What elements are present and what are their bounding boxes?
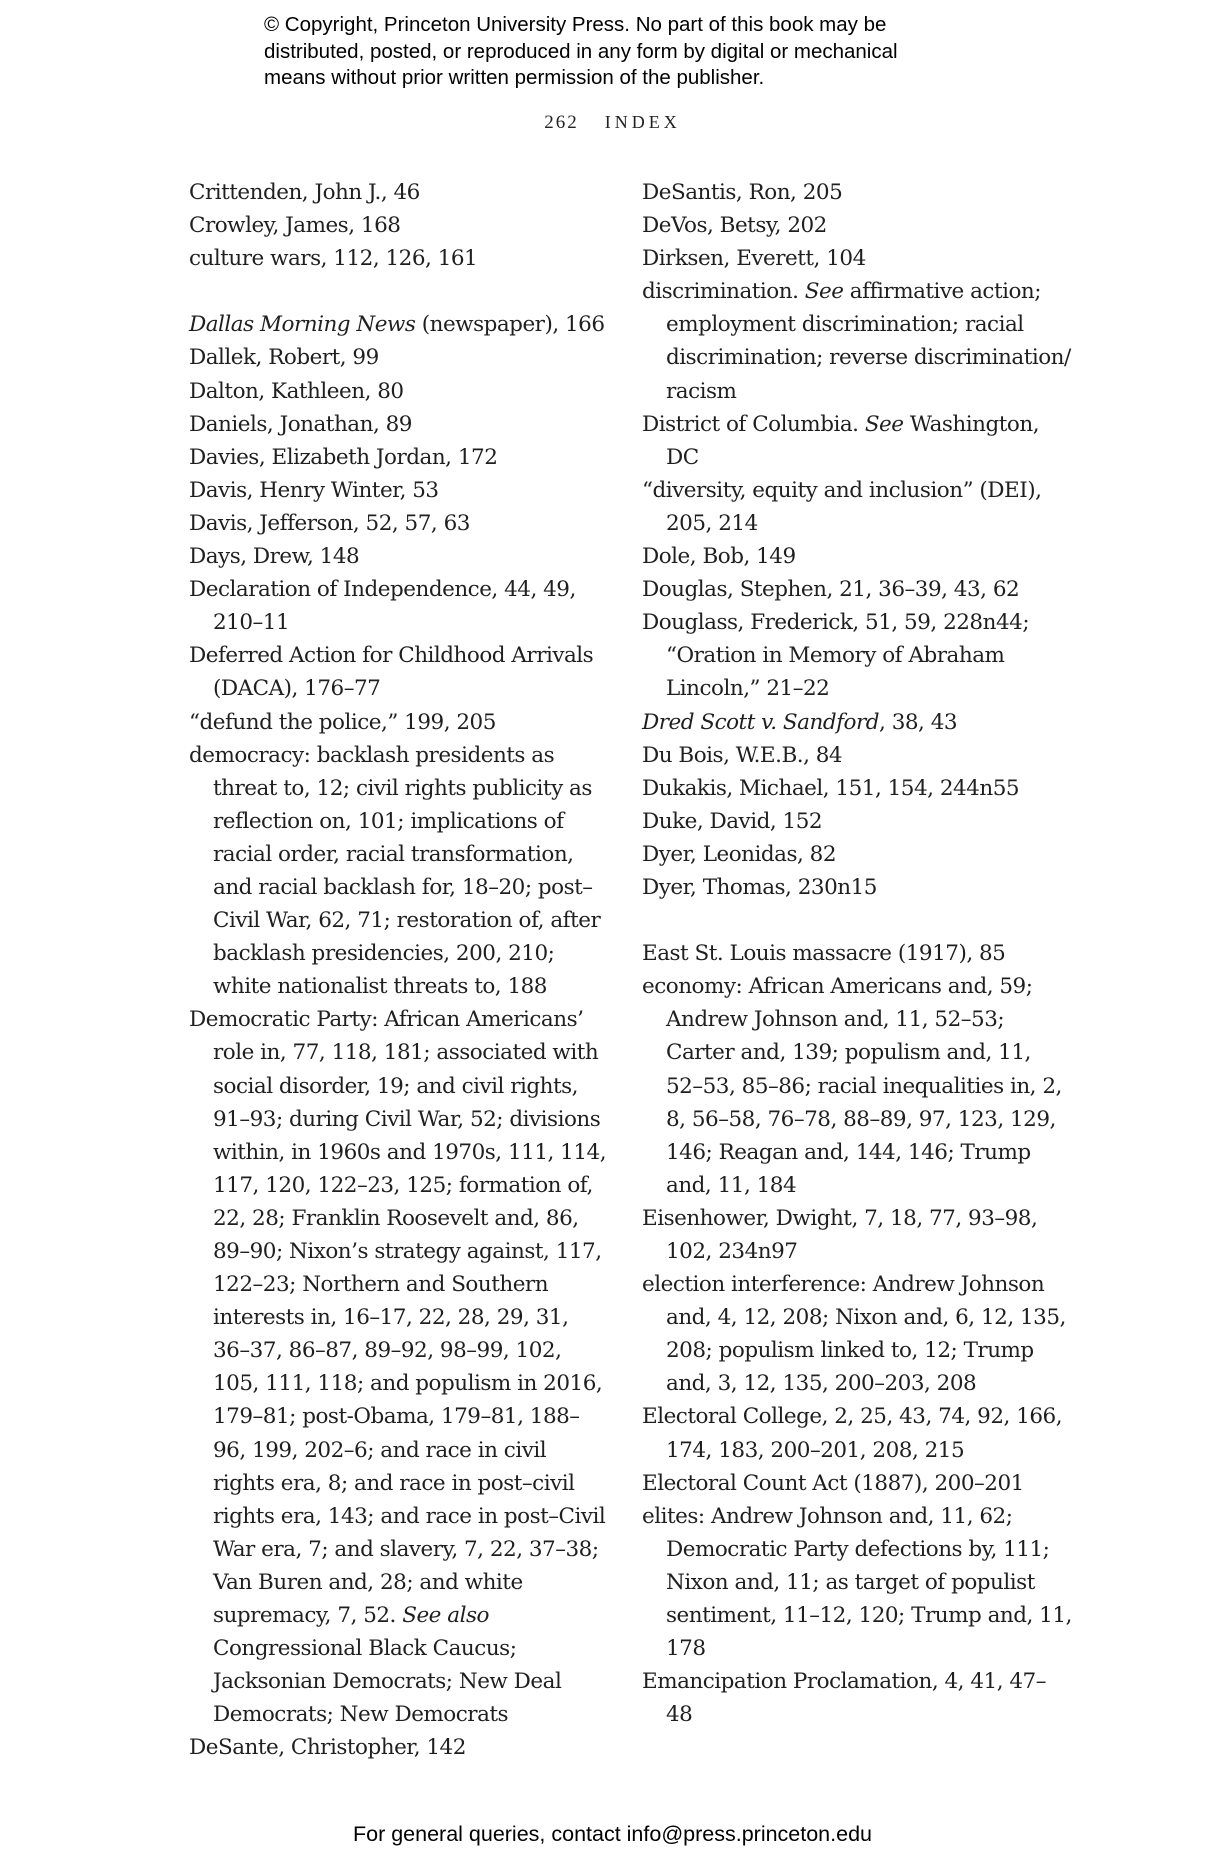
index-entry: Dallek, Robert, 99 — [189, 345, 379, 371]
page-number: 262 — [544, 112, 579, 133]
index-entry: DeVos, Betsy, 202 — [642, 213, 827, 239]
index-entry: Daniels, Jonathan, 89 — [189, 411, 412, 437]
entry-text: affirmative action; employment discrimination; racial discrimination; reverse discrimination/ racism — [666, 279, 1071, 404]
index-entry: economy: African Americans and, 59; Andrew Johnson and, 11, 52–53; Carter and, 139; populism and, 11, 52–53, 85–86; racial inequalities in, 2, 8, 56–58, 76–78, 88–89, 97, 123, 129, 146; Reagan and, 144, 146; Trump and, 11, 184 — [642, 974, 1062, 1198]
see-label: See — [864, 411, 904, 437]
index-entry: Douglass, Frederick, 51, 59, 228n44; “Oration in Memory of Abraham Lincoln,” 21–22 — [642, 610, 1030, 702]
index-entry — [642, 408, 1072, 474]
index-column-right — [642, 176, 1072, 1731]
see-also-label: See also — [402, 1603, 489, 1629]
running-title: INDEX — [604, 112, 681, 132]
index-entry: DeSante, Christopher, 142 — [189, 1735, 466, 1761]
index-entry: Deferred Action for Childhood Arrivals (DACA), 176–77 — [189, 643, 594, 702]
index-entry: Dyer, Leonidas, 82 — [642, 841, 837, 867]
index-entry — [642, 706, 1072, 739]
index-entry: culture wars, 112, 126, 161 — [189, 246, 478, 272]
entry-text: (newspaper), 166 — [415, 312, 605, 338]
index-entry: Dole, Bob, 149 — [642, 544, 796, 570]
index-entry: Duke, David, 152 — [642, 808, 823, 834]
index-entry: Crittenden, John J., 46 — [189, 180, 420, 205]
index-entry: democracy: backlash presidents as threat to, 12; civil rights publicity as reflection on, 101; implications of racial order, racial transformation, and racial backlash for, 18–20; post–Civil War, 62, 71; restoration of, after backlash presidencies, 200, 210; white nationalist threats to, 188 — [189, 742, 601, 1000]
entry-italic: Dred Scott v. Sandford — [642, 709, 880, 735]
letter-gap — [189, 275, 609, 308]
entry-text: District of Columbia. — [642, 411, 865, 437]
index-entry: “diversity, equity and inclusion” (DEI), 205, 214 — [642, 477, 1042, 536]
entry-text: Washington, DC — [666, 411, 1040, 470]
index-entry: Davis, Jefferson, 52, 57, 63 — [189, 510, 470, 536]
index-entry: Emancipation Proclamation, 4, 41, 47–48 — [642, 1669, 1046, 1728]
index-entry: Electoral Count Act (1887), 200–201 — [642, 1470, 1024, 1496]
entry-text: discrimination. — [642, 279, 805, 305]
entry-text: , 38, 43 — [879, 709, 958, 735]
running-head — [0, 112, 1225, 134]
footer-contact: For general queries, contact info@press.princeton.edu — [352, 1822, 872, 1846]
entry-text: Congressional Black Caucus; Jacksonian Democrats; New Deal Democrats; New Democrats — [213, 1636, 562, 1728]
index-entry: Dyer, Thomas, 230n15 — [642, 874, 877, 900]
index-entry: Davis, Henry Winter, 53 — [189, 477, 439, 503]
index-entry: Eisenhower, Dwight, 7, 18, 77, 93–98, 102, 234n97 — [642, 1205, 1038, 1264]
index-entry: Davies, Elizabeth Jordan, 172 — [189, 444, 498, 470]
index-entry: Du Bois, W.E.B., 84 — [642, 742, 843, 768]
index-entry: Days, Drew, 148 — [189, 544, 360, 570]
index-entry: Dukakis, Michael, 151, 154, 244n55 — [642, 775, 1020, 801]
copyright-line: distributed, posted, or reproduced in any form by digital or mechanical — [264, 39, 898, 63]
copyright-notice — [264, 12, 984, 92]
index-entry: Dirksen, Everett, 104 — [642, 246, 866, 272]
index-entry — [189, 1003, 609, 1731]
index-entry: DeSantis, Ron, 205 — [642, 180, 843, 205]
copyright-line: means without prior written permission of the publisher. — [264, 66, 765, 89]
index-entry: Electoral College, 2, 25, 43, 74, 92, 166, 174, 183, 200–201, 208, 215 — [642, 1404, 1063, 1463]
index-entry: Declaration of Independence, 44, 49, 210–11 — [189, 577, 576, 636]
see-label: See — [804, 279, 844, 305]
index-entry: “defund the police,” 199, 205 — [189, 709, 496, 735]
index-column-left — [189, 176, 609, 1765]
index-entry: election interference: Andrew Johnson and, 4, 12, 208; Nixon and, 6, 12, 135, 208; populism linked to, 12; Trump and, 3, 12, 135, 200–203, 208 — [642, 1272, 1066, 1397]
index-entry — [642, 275, 1072, 407]
letter-gap — [642, 904, 1072, 937]
entry-italic: Dallas Morning News — [189, 312, 416, 338]
index-entry: elites: Andrew Johnson and, 11, 62; Democratic Party defections by, 111; Nixon and, 11; as target of populist sentiment, 11–12, 120; Trump and, 11, 178 — [642, 1503, 1072, 1662]
index-entry — [189, 308, 609, 341]
index-entry: Douglas, Stephen, 21, 36–39, 43, 62 — [642, 577, 1020, 603]
index-entry: Crowley, James, 168 — [189, 213, 401, 239]
entry-text: Democratic Party: African Americans’ role in, 77, 118, 181; associated with social disorder, 19; and civil rights, 91–93; during Civil War, 52; divisions within, in 1960s and 1970s, 111, 114, 117, 120, 122–23, 125; formation of, 22, 28; Franklin Roosevelt and, 86, 89–90; Nixon’s strategy against, 117, 122–23; Northern and Southern interests in, 16–17, 22, 28, 29, 31, 36–37, 86–87, 89–92, 98–99, 102, 105, 111, 118; and populism in 2016, 179–81; post-Obama, 179–81, 188–96, 199, 202–6; and race in civil rights era, 8; and race in post–civil rights era, 143; and race in post–Civil War era, 7; and slavery, 7, 22, 37–38; Van Buren and, 28; and white supremacy, 7, 52. — [189, 1007, 607, 1629]
copyright-line: © Copyright, Princeton University Press. No part of this book may be — [264, 13, 887, 36]
index-entry: East St. Louis massacre (1917), 85 — [642, 941, 1006, 967]
index-entry: Dalton, Kathleen, 80 — [189, 378, 404, 404]
